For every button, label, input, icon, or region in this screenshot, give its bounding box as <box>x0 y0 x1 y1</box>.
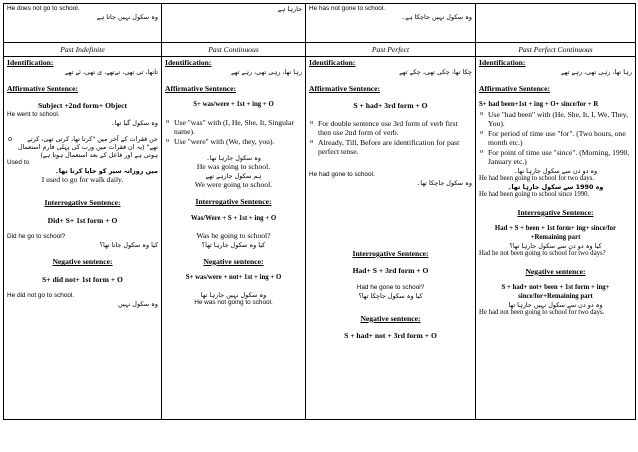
rule-bullet-were: o Use "were" with (We, they, you). <box>174 137 302 146</box>
example2-en: We were going to school. <box>194 179 273 189</box>
top-c1-ur: وہ سکول نہیں جاتا ہے <box>96 13 158 21</box>
identification-heading: Identification: <box>309 58 356 68</box>
interrogative-heading: Interrogative Sentence: <box>517 207 594 217</box>
past-continuous-cell <box>162 57 306 420</box>
rule-bullet-already: o Already, Till, Before are identification for past perfect tense. <box>318 138 472 157</box>
interrogative-heading: Interrogative Sentence: <box>44 198 121 208</box>
identification-urdu: رہا تھا، رہی تھی، رہے تھے <box>561 67 632 76</box>
interrogative-formula: Had + S + been + 1st form+ ing+ since/for +Remaining part <box>494 225 617 241</box>
negative-heading: Negative sentence: <box>360 313 421 323</box>
negative-heading: Negative sentence: <box>525 266 586 276</box>
interrogative-example-en: Had he gone to school? <box>356 283 425 291</box>
past-perfect-continuous-cell <box>476 57 636 420</box>
identification-urdu: چکا تھا، چکی تھی، چکے تھے <box>399 67 472 76</box>
affirmative-heading: Affirmative Sentence: <box>479 83 551 93</box>
affirmative-formula: S+ had been+1st + ing + O+ since/for + R <box>479 101 599 109</box>
header-past-perfect-continuous: Past Perfect Continuous <box>476 43 636 57</box>
rule-bullet-had-been: o Use "had been" with (He, She, It, I, We, They, You). <box>488 110 632 129</box>
interrogative-example-ur: کیا وہ سکول جارہا تھا؟ <box>201 240 266 249</box>
interrogative-formula: Had+ S + 3rd form + O <box>352 266 429 276</box>
top-c2-ur: جارہا ہے <box>277 5 302 13</box>
rule-bullets <box>479 110 632 167</box>
interrogative-example-en: Had he not been going to school for two days? <box>479 250 606 258</box>
affirmative-heading: Affirmative Sentence: <box>7 83 79 93</box>
interrogative-formula: Was/Were + S + 1st + ing + O <box>190 214 277 222</box>
affirmative-heading: Affirmative Sentence: <box>309 83 381 93</box>
rule-bullet-since: o For point of time use "since". (Morning, 1990, January etc.) <box>488 148 632 167</box>
example2-ur: ہم سکول جارہے تھے <box>205 171 262 180</box>
example1-en: He was going to school. <box>196 162 271 172</box>
example2-en: He had been going to school since 1990. <box>479 191 590 199</box>
rule-bullets <box>165 118 302 146</box>
negative-formula: S+ was/were + not+ 1st + ing + O <box>185 274 282 282</box>
header-past-perfect: Past Perfect <box>306 43 476 57</box>
negative-example-ur: وہ دو دن سے سکول نہیں جارہا تھا <box>508 301 603 310</box>
top-cell-4 <box>476 4 636 43</box>
interrogative-example-ur: کیا وہ سکول جاچکا تھا؟ <box>358 291 423 300</box>
identification-heading: Identification: <box>479 58 526 68</box>
example-en: He went to school. <box>7 110 60 118</box>
used-to-bullets <box>7 135 158 159</box>
affirmative-heading: Affirmative Sentence: <box>165 83 237 93</box>
top-c3-ur: وہ سکول نہیں جاچکا ہے۔ <box>401 13 472 21</box>
used-to-example-ur: میں روزانہ سیر کو جایا کرتا تھا۔ <box>55 166 158 175</box>
example1-ur: وہ سکول جارہا تھا۔ <box>206 154 261 163</box>
tenses-table <box>3 3 636 420</box>
affirmative-formula: S+ was/were + 1st + ing + O <box>193 101 274 109</box>
used-to-bullet: o جن فقرات کے آخر میں "کرتا تھا، کرتی تھی، کرتے تھے" (یہ ان فقرات میں ورب کی پہلی فارم استعمال ہوتی ہے اور فاعل کے بعد استعمال ہوتا ہے) <box>16 135 158 159</box>
used-to-example-en: I used to go for walk daily. <box>41 174 124 184</box>
rule-bullet-for: o For period of time use "for". (Two hours, one month etc.) <box>488 129 632 148</box>
past-perfect-cell <box>306 57 476 420</box>
affirmative-formula: Subject +2nd form+ Object <box>37 101 127 111</box>
example1-ur: وہ دو دن سے سکول جارہا تھا۔ <box>513 166 598 175</box>
negative-example-en: He did not go to school. <box>7 292 75 300</box>
used-to-label: Used to <box>7 158 30 166</box>
interrogative-heading: Interrogative Sentence: <box>352 248 429 258</box>
rule-bullets <box>309 119 472 157</box>
top-cell-1 <box>4 4 162 43</box>
example2-ur: وہ 1990 سے سکول جارہا تھا۔ <box>507 183 604 192</box>
example-ur: وہ سکول جاچکا تھا۔ <box>416 178 472 187</box>
affirmative-formula: S + had+ 3rd form + O <box>353 101 428 111</box>
identification-heading: Identification: <box>7 58 54 68</box>
negative-example-ur: وہ سکول نہیں <box>117 300 158 309</box>
content-row <box>4 57 636 420</box>
negative-formula: S+ did not+ 1st form + O <box>42 274 123 284</box>
interrogative-example-en: Did he go to school? <box>7 233 66 241</box>
negative-example-en: He had not been going to school for two days. <box>479 309 605 317</box>
identification-urdu: تاتھا، تی تھی، تےتھے، ی تھی، ئے تھے <box>64 67 158 76</box>
negative-example-en: He was not going to school. <box>194 298 273 306</box>
header-row <box>4 43 636 57</box>
top-cell-3 <box>306 4 476 43</box>
interrogative-example-ur: کیا وہ دو دن سے سکول جارہا تھا؟ <box>509 242 602 251</box>
past-indefinite-cell <box>4 57 162 420</box>
top-cell-2 <box>162 4 306 43</box>
identification-urdu: رہا تھا، رہی تھی، رہے تھے <box>231 67 302 76</box>
example1-en: He had been going to school for two days. <box>479 174 594 182</box>
identification-heading: Identification: <box>165 58 212 68</box>
negative-formula: S + had+ not+ been + 1st form + ing+ since/for+Remaining part <box>501 284 610 300</box>
negative-formula: S + had+ not + 3rd form + O <box>344 331 437 341</box>
top-row <box>4 4 636 43</box>
interrogative-example-en: Was he going to school? <box>196 231 271 241</box>
negative-heading: Negative sentence: <box>203 256 264 266</box>
top-c3-en: He has not gone to school. <box>309 5 386 12</box>
interrogative-example-ur: کیا وہ سکول جاتا تھا؟ <box>99 241 158 250</box>
top-c1-en: He does not go to school. <box>7 5 80 12</box>
header-past-continuous: Past Continuous <box>162 43 306 57</box>
rule-bullet-was: o Use "was" with (I, He, She, It, Singular name). <box>174 118 302 137</box>
negative-example-ur: وہ سکول نہیں جارہا تھا <box>200 290 267 299</box>
interrogative-formula: Did+ S+ 1st form + O <box>47 215 118 225</box>
example-ur: وہ سکول گیا تھا۔ <box>110 118 158 127</box>
header-past-indefinite: Past Indefinite <box>4 43 162 57</box>
example-en: He had gone to school. <box>309 170 375 178</box>
interrogative-heading: Interrogative Sentence: <box>195 197 272 207</box>
rule-bullet-double: o For double sentence use 3rd form of verb first then use 2nd form of verb. <box>318 119 472 138</box>
negative-heading: Negative sentence: <box>52 257 113 267</box>
